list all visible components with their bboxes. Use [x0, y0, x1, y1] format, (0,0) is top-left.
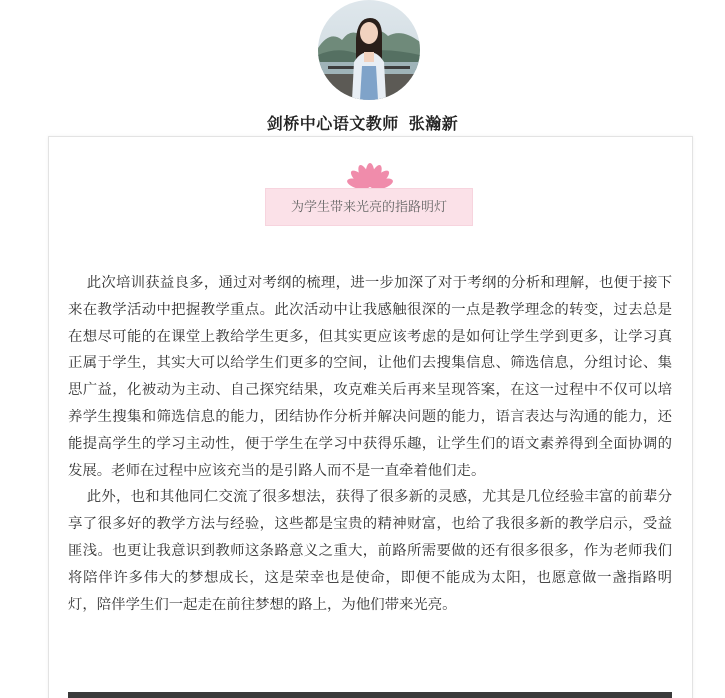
article-body: [68, 270, 672, 618]
author-name: 张瀚新: [408, 114, 459, 133]
author-photo-image: [318, 0, 420, 100]
tagline-text: 为学生带来光亮的指路明灯: [290, 200, 447, 215]
tagline-banner: [265, 188, 473, 226]
article-paragraph: 此外，也和其他同仁交流了很多想法，获得了很多新的灵感，尤其是几位经验丰富的前辈分享了很多好的教学方法与经验，这些都是宝贵的精神财富，也给了我很多新的教学启示，受益匪浅。也更让我意识到教师这条路意义之重大，前路所需要做的还有很多很多，作为老师我们将陪伴许多伟大的梦想成长，这是荣幸也是使命，即便不能成为太阳，也愿意做一盏指路明灯，陪伴学生们一起走在前往梦想的路上，为他们带来光亮。: [68, 489, 672, 613]
author-caption: [0, 111, 725, 134]
author-role: 剑桥中心语文教师: [266, 114, 399, 133]
bottom-divider: [68, 692, 672, 698]
article-paragraph: 此次培训获益良多，通过对考纲的梳理，进一步加深了对于考纲的分析和理解，也便于接下来在教学活动中把握教学重点。此次活动中让我感触很深的一点是教学理念的转变，过去总是在想尽可能的在课堂上教给学生更多，但其实更应该考虑的是如何让学生学到更多，让学习真正属于学生，其实大可以给学生们更多的空间，让他们去搜集信息、筛选信息，分组讨论、集思广益，化被动为主动、自己探究结果，攻克难关后再来呈现答案，在这一过程中不仅可以培养学生搜集和筛选信息的能力，团结协作分析并解决问题的能力，语言表达与沟通的能力，还能提高学生的学习主动性，便于学生在学习中获得乐趣，让学生们的语文素养得到全面协调的发展。老师在过程中应该充当的是引路人而不是一直牵着他们走。: [68, 275, 672, 479]
author-photo: [318, 0, 420, 100]
